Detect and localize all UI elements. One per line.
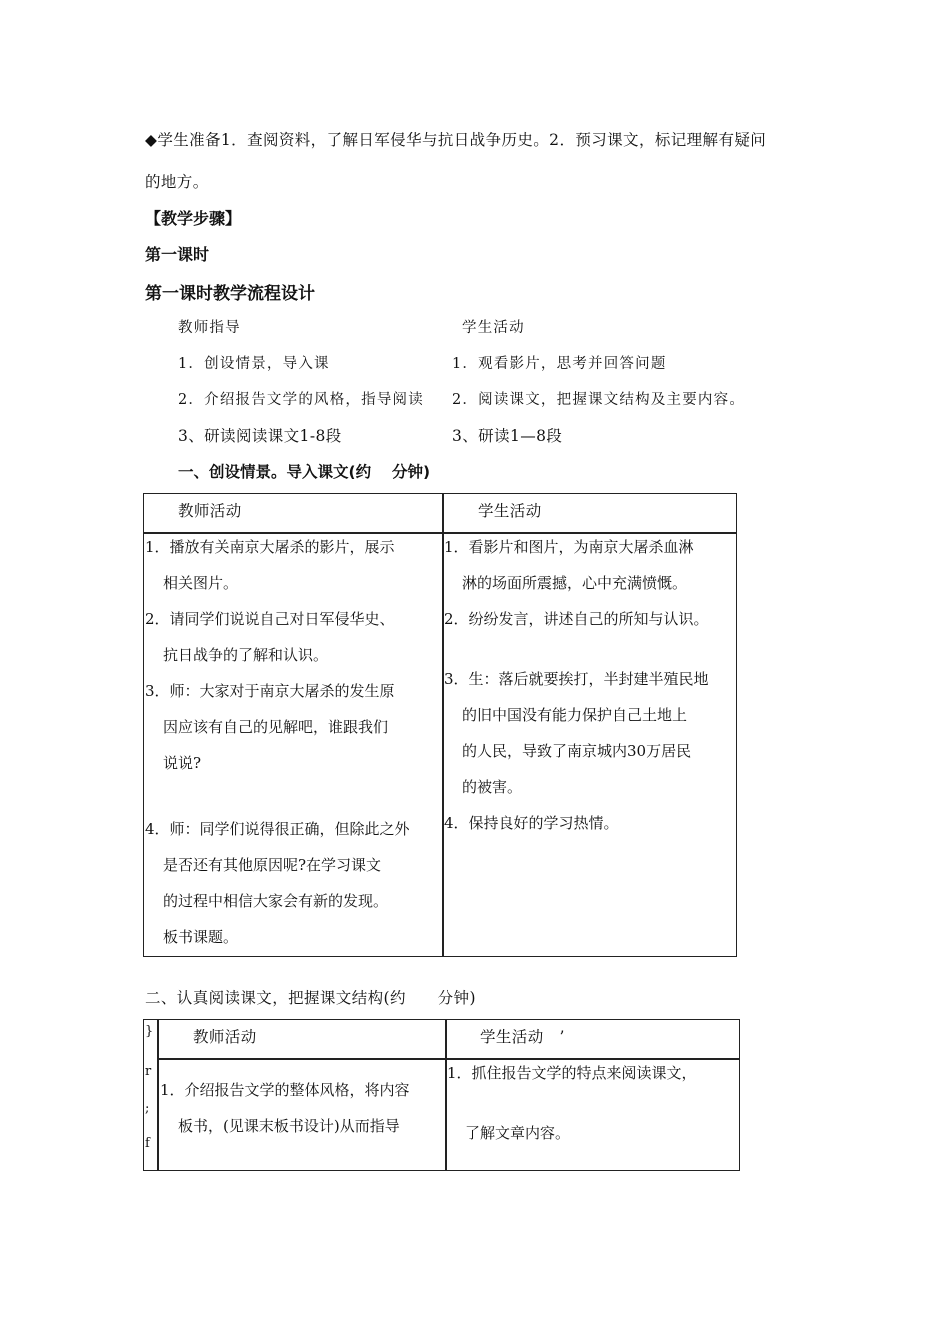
student-line: 的被害。 <box>462 778 523 796</box>
student-line: 1．看影片和图片，为南京大屠杀血淋 <box>444 538 694 556</box>
section1-teacher-header: 教师活动 <box>178 502 242 520</box>
section2-teacher-header: 教师活动 <box>193 1028 257 1046</box>
flow-student-header: 学生活动 <box>462 320 525 336</box>
section1-title: 一、创设情景。导入课文(约 分钟) <box>178 463 431 481</box>
student-line: 2．纷纷发言，讲述自己的所知与认识。 <box>444 610 709 628</box>
teacher-line: 是否还有其他原因呢?在学习课文 <box>163 856 382 874</box>
flow-student-item: 2．阅读课文，把握课文结构及主要内容。 <box>452 392 746 408</box>
flow-teacher-item: 3、研读阅读课文1-8段 <box>178 427 342 445</box>
margin-char: ; <box>145 1101 150 1116</box>
section2-student-cell <box>447 1055 697 1151</box>
lesson-heading: 第一课时 <box>145 245 210 264</box>
flow-student-item: 3、研读1—8段 <box>452 427 563 445</box>
flow-teacher-item: 1．创设情景，导入课 <box>178 356 330 372</box>
margin-char: } <box>145 1024 154 1039</box>
flow-student-item: 1．观看影片，思考并回答问题 <box>452 356 667 372</box>
student-line: 3．生：落后就要挨打，半封建半殖民地 <box>444 670 709 688</box>
teacher-line: 说说? <box>163 754 202 772</box>
section2-margin-divider <box>157 1019 159 1171</box>
teacher-line: 1．介绍报告文学的整体风格，将内容 <box>160 1081 410 1099</box>
section2-title: 二、认真阅读课文，把握课文结构(约 分钟) <box>145 989 476 1007</box>
margin-char: f <box>145 1136 150 1151</box>
teacher-line: 板书，(见课末板书设计)从而指导 <box>178 1117 400 1135</box>
margin-char: r <box>145 1064 152 1079</box>
teacher-line: 1．播放有关南京大屠杀的影片，展示 <box>145 538 395 556</box>
teacher-line: 2．请同学们说说自己对日军侵华史、 <box>145 610 395 628</box>
intro-line-1: ◆学生准备1．查阅资料，了解日军侵华与抗日战争历史。2．预习课文，标记理解有疑问 <box>145 131 767 149</box>
steps-heading: 【教学步骤】 <box>145 209 242 228</box>
flow-teacher-item: 2．介绍报告文学的风格，指导阅读 <box>178 392 424 408</box>
section2-teacher-cell <box>160 1072 410 1144</box>
student-line: 4．保持良好的学习热情。 <box>444 814 619 832</box>
teacher-line: 板书课题。 <box>163 928 239 946</box>
teacher-line: 4．师：同学们说得很正确，但除此之外 <box>145 820 410 838</box>
intro-line-2: 的地方。 <box>145 173 209 191</box>
student-line: 了解文章内容。 <box>465 1124 571 1142</box>
student-line: 的旧中国没有能力保护自己土地上 <box>462 706 688 724</box>
teacher-line: 相关图片。 <box>163 574 239 592</box>
student-line: 的人民，导致了南京城内30万居民 <box>462 742 692 760</box>
teacher-line: 3．师：大家对于南京大屠杀的发生原 <box>145 682 395 700</box>
teacher-line: 因应该有自己的见解吧，谁跟我们 <box>163 718 389 736</box>
flow-teacher-header: 教师指导 <box>178 320 241 336</box>
student-line: 1．抓住报告文学的特点来阅读课文， <box>447 1064 697 1082</box>
section2-student-header: 学生活动 ’ <box>480 1028 565 1046</box>
flow-title: 第一课时教学流程设计 <box>145 284 315 304</box>
student-line: 淋的场面所震撼，心中充满愤慨。 <box>462 574 688 592</box>
teacher-line: 抗日战争的了解和认识。 <box>163 646 329 664</box>
section1-student-header: 学生活动 <box>478 502 542 520</box>
section1-student-cell <box>444 529 709 841</box>
teacher-line: 的过程中相信大家会有新的发现。 <box>163 892 389 910</box>
section1-teacher-cell <box>145 529 410 955</box>
